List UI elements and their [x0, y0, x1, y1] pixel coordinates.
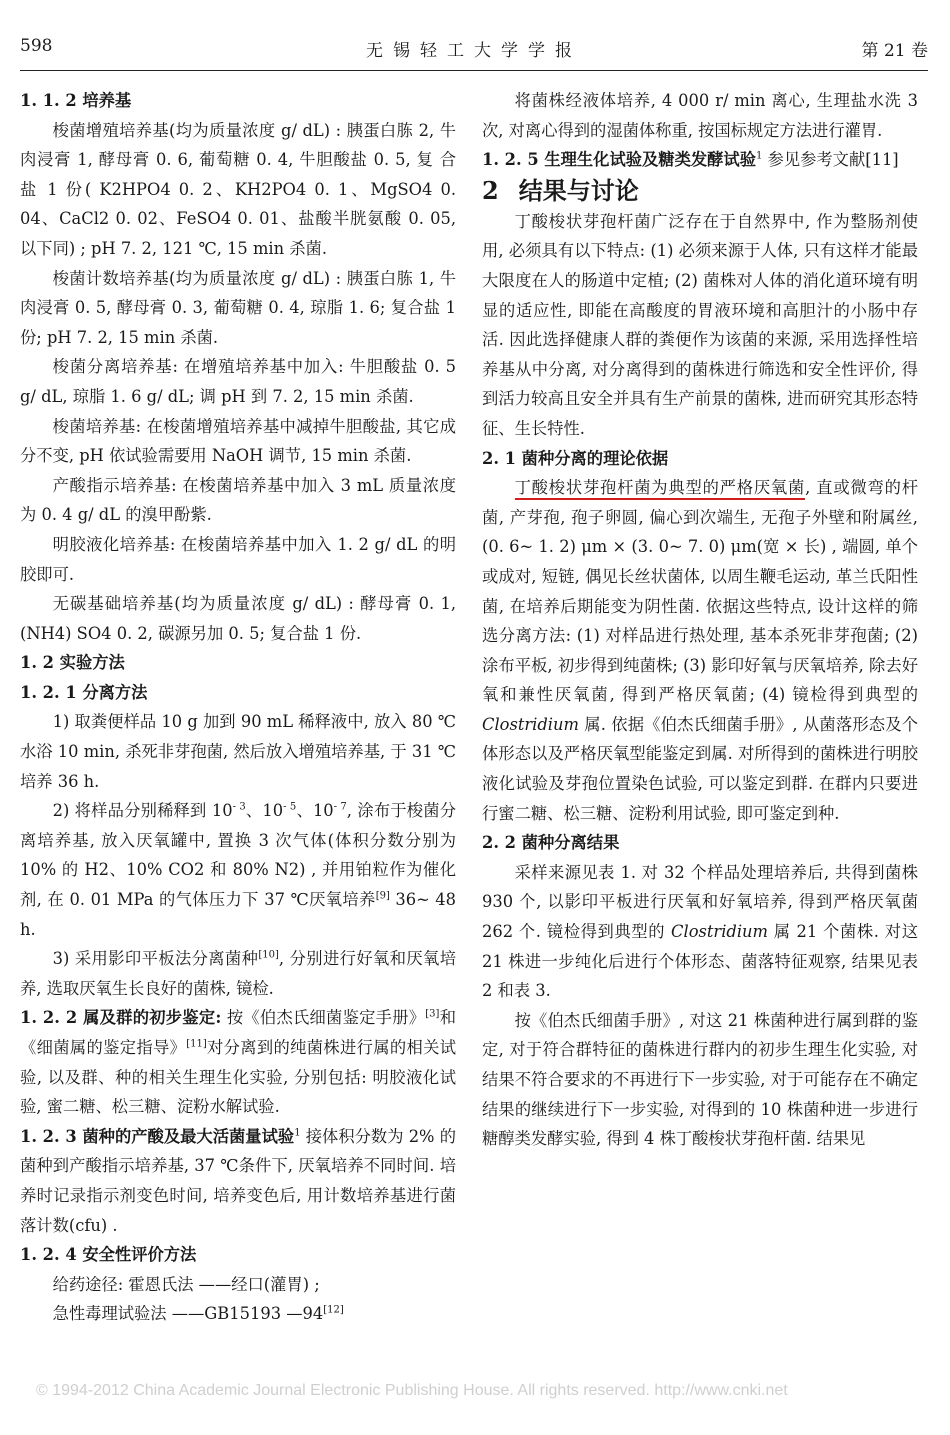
volume-label: 第 21 卷 [861, 41, 928, 61]
paragraph-step-1: 1) 取粪便样品 10 g 加到 90 mL 稀释液中, 放入 80 ℃水浴 10 min, 杀死非芽孢菌, 然后放入增殖培养基, 于 31 ℃培养 36 h. [20, 712, 456, 791]
heading-1-2-2: 1. 2. 2 属及群的初步鉴定: [20, 1008, 222, 1028]
heading-2-1: 2. 1 菌种分离的理论依据 [482, 448, 669, 468]
exponent: - 5 [283, 801, 297, 813]
paragraph-acid-indicator-medium: 产酸指示培养基: 在梭菌培养基中加入 3 mL 质量浓度为 0. 4 g/ dL 的溴甲酚紫. [20, 475, 456, 525]
paragraph-gelatin-medium: 明胶液化培养基: 在梭菌培养基中加入 1. 2 g/ dL 的明胶即可. [20, 534, 456, 584]
section-number: 2 [482, 175, 499, 205]
heading-1-2-5: 1. 2. 5 生理生化试验及糖类发酵试验 [482, 150, 756, 170]
paragraph-1-2-2: 1. 2. 2 属及群的初步鉴定: 按《伯杰氏细菌鉴定手册》[3]和《细菌属的鉴定指导》[11]对分离到的纯菌株进行属的相关试验, 以及群、种的相关生理生化实验, 分别包括: 明胶液化试验, 蜜二糖、松三糖、淀粉水解试验. [20, 1008, 456, 1117]
section-title: 结果与讨论 [518, 175, 639, 205]
header-rule [20, 70, 928, 71]
paragraph-gavage: 将菌株经液体培养, 4 000 r/ min 离心, 生理盐水洗 3 次, 对离心得到的湿菌体称重, 按国标规定方法进行灌胃. [482, 91, 918, 140]
copyright-watermark: © 1994-2012 China Academic Journal Electronic Publishing House. All rights reserved. http://www.cnki.net [36, 1382, 788, 1399]
genus-name: Clostridium [671, 922, 768, 942]
heading-1-1-2: 1. 1. 2 培养基 [20, 91, 132, 110]
paragraph-intro: 丁酸梭状芽孢杆菌广泛存在于自然界中, 作为整肠剂使用, 必须具有以下特点: (1) 必须来源于人体, 只有这样才能最大限度在人的肠道中定植; (2) 菌株对人体的消化道环境有明显的适应性, 即能在高酸度的胃液环境和高胆汁的小肠中存活. 因此选择健康人群的粪便作为该菌的来源, 采用选择性培养基从中分离, 对分离得到的菌株进行筛选和安全性评价, 得到活力较高且安全并具有生产前景的菌株, 进而研究其形态特征、生长特性. [482, 211, 918, 438]
citation: [11] [186, 1038, 207, 1050]
citation: [3] [425, 1008, 440, 1020]
footnote-mark: 1 [294, 1127, 301, 1139]
exponent: - 3 [232, 801, 246, 813]
section-2-heading [482, 175, 918, 207]
paragraph-culture-medium: 梭菌培养基: 在梭菌增殖培养基中减掉牛胆酸盐, 其它成分不变, pH 依试验需要用 NaOH 调节, 15 min 杀菌. [20, 416, 456, 466]
heading-2-2: 2. 2 菌种分离结果 [482, 833, 620, 853]
exponent: - 7 [333, 801, 347, 813]
page-number: 598 [20, 36, 53, 56]
underlined-annotation: 丁酸梭状芽孢杆菌为典型的严格厌氧菌 [515, 478, 806, 500]
paragraph-1-2-5: 1. 2. 5 生理生化试验及糖类发酵试验$^1$ 参见参考文献[11] [482, 150, 899, 170]
genus-name: Clostridium [482, 714, 579, 734]
page-header [20, 36, 928, 64]
citation: [10] [258, 949, 279, 961]
heading-1-2: 1. 2 实验方法 [20, 653, 125, 673]
citation: [12] [323, 1304, 344, 1316]
paragraph-2-2-b: 按《伯杰氏细菌手册》, 对这 21 株菌种进行属到群的鉴定, 对于符合群特征的菌株进行群内的初步生理生化实验, 对结果不符合要求的不再进行下一步实验, 对于可能存在不确定结果的继续进行下一步实验, 对得到的 10 株菌种进一步进行糖醇类发酵实验, 得到 4 株丁酸梭状芽孢杆菌. 结果见 [482, 1010, 918, 1149]
paragraph-step-2: 2) 将样品分别稀释到 $10^{- 3}$、$10^{- 5}$、$10^{- 7}$, 涂布于梭菌分离培养基, 放入厌氧罐中, 置换 3 次气体(体积分数分别为 10% 的 H2、10% CO2 和 80% N2) , 并用铂粒作为催化剂, 在 0. 01 MPa 的气体压力下 37 ℃厌氧培养[9] 36~ 48 h. [20, 801, 457, 939]
paragraph-isolation-medium: 梭菌分离培养基: 在增殖培养基中加入: 牛胆酸盐 0. 5 g/ dL, 琼脂 1. 6 g/ dL; 调 pH 到 7. 2, 15 min 杀菌. [20, 357, 456, 406]
footnote-mark: 1 [756, 150, 763, 162]
heading-1-2-3: 1. 2. 3 菌种的产酸及最大活菌量试验 [20, 1126, 295, 1146]
citation: [9] [375, 890, 390, 902]
right-column [482, 86, 918, 1154]
paragraph-acute-toxicity: 急性毒理试验法 ——GB15193 —94[12] [52, 1304, 344, 1324]
journal-title: 无锡轻工大学学报 [366, 41, 582, 61]
paragraph-proliferation-medium: 梭菌增殖培养基(均为质量浓度 g/ dL) : 胰蛋白胨 2, 牛肉浸膏 1, 酵母膏 0. 6, 葡萄糖 0. 4, 牛胆酸盐 0. 5, 复 合 盐 1 份( K2HPO4 0. 2、KH2PO4 0. 1、MgSO4 0. 04、CaCl2 0. 02、FeSO4 0. 01、盐酸半胱氨酸 0. 05, 以下同) ; pH 7. 2, 121 ℃, 15 min 杀菌. [20, 120, 456, 258]
paragraph-2-2-a: 采样来源见表 1. 对 32 个样品处理培养后, 共得到菌株 930 个, 以影印平板进行厌氧和好氧培养, 得到严格厌氧菌 262 个. 镜检得到典型的 Clostridium 属 21 个菌株. 对这 21 株进一步纯化后进行个体形态、菌落特征观察, 结果见表 2 和表 3. [482, 862, 918, 1001]
paragraph-count-medium: 梭菌计数培养基(均为质量浓度 g/ dL) : 胰蛋白胨 1, 牛肉浸膏 0. 5, 酵母膏 0. 3, 葡萄糖 0. 4, 琼脂 1. 6; 复合盐 1 份; pH 7. 2, 15 min 杀菌. [20, 268, 456, 347]
paragraph-step-3: 3) 采用影印平板法分离菌种[10], 分别进行好氧和厌氧培养, 选取厌氧生长良好的菌株, 镜检. [20, 949, 457, 998]
paragraph-carbon-free-medium: 无碳基础培养基(均为质量浓度 g/ dL) : 酵母膏 0. 1, (NH4) SO4 0. 2, 碳源另加 0. 5; 复合盐 1 份. [20, 594, 456, 643]
heading-1-2-4: 1. 2. 4 安全性评价方法 [20, 1245, 197, 1265]
paragraph-2-1: 丁酸梭状芽孢杆菌为典型的严格厌氧菌, 直或微弯的杆菌, 产芽孢, 孢子卵圆, 偏心到次端生, 无孢子外壁和附属丝, (0. 6~ 1. 2) μm × (3. 0~ 7. 0) μm(宽 × 长) , 端圆, 单个或成对, 短链, 偶见长丝状菌体, 以周生鞭毛运动, 革兰氏阳性菌, 在培养后期能变为阴性菌. 依据这些特点, 设计这样的筛选分离方法: (1) 对样品进行热处理, 基本杀死非芽孢菌; (2) 涂布平板, 初步得到纯菌株; (3) 影印好氧与厌氧培养, 除去好氧和兼性厌氧菌, 得到严格厌氧菌; (4) 镜检得到典型的 Clostridium 属. 依据《伯杰氏细菌手册》, 从菌落形态及个体形态以及严格厌氧型能鉴定到属. 对所得到的菌株进行明胶液化试验及芽孢位置染色试验, 可以鉴定到群. 在群内只要进行蜜二糖、松三糖、淀粉利用试验, 即可鉴定到种. [482, 478, 918, 823]
heading-1-2-1: 1. 2. 1 分离方法 [20, 682, 148, 702]
paragraph-1-2-3: 1. 2. 3 菌种的产酸及最大活菌量试验$^1$ 接体积分数为 2% 的菌种到产酸指示培养基, 37 ℃条件下, 厌氧培养不同时间. 培养时记录指示剂变色时间, 培养变色后, 用计数培养基进行菌落计数(cfu) . [20, 1126, 456, 1235]
left-column [20, 86, 456, 1329]
paragraph-route: 给药途径: 霍恩氏法 ——经口(灌胃) ; [52, 1274, 320, 1294]
